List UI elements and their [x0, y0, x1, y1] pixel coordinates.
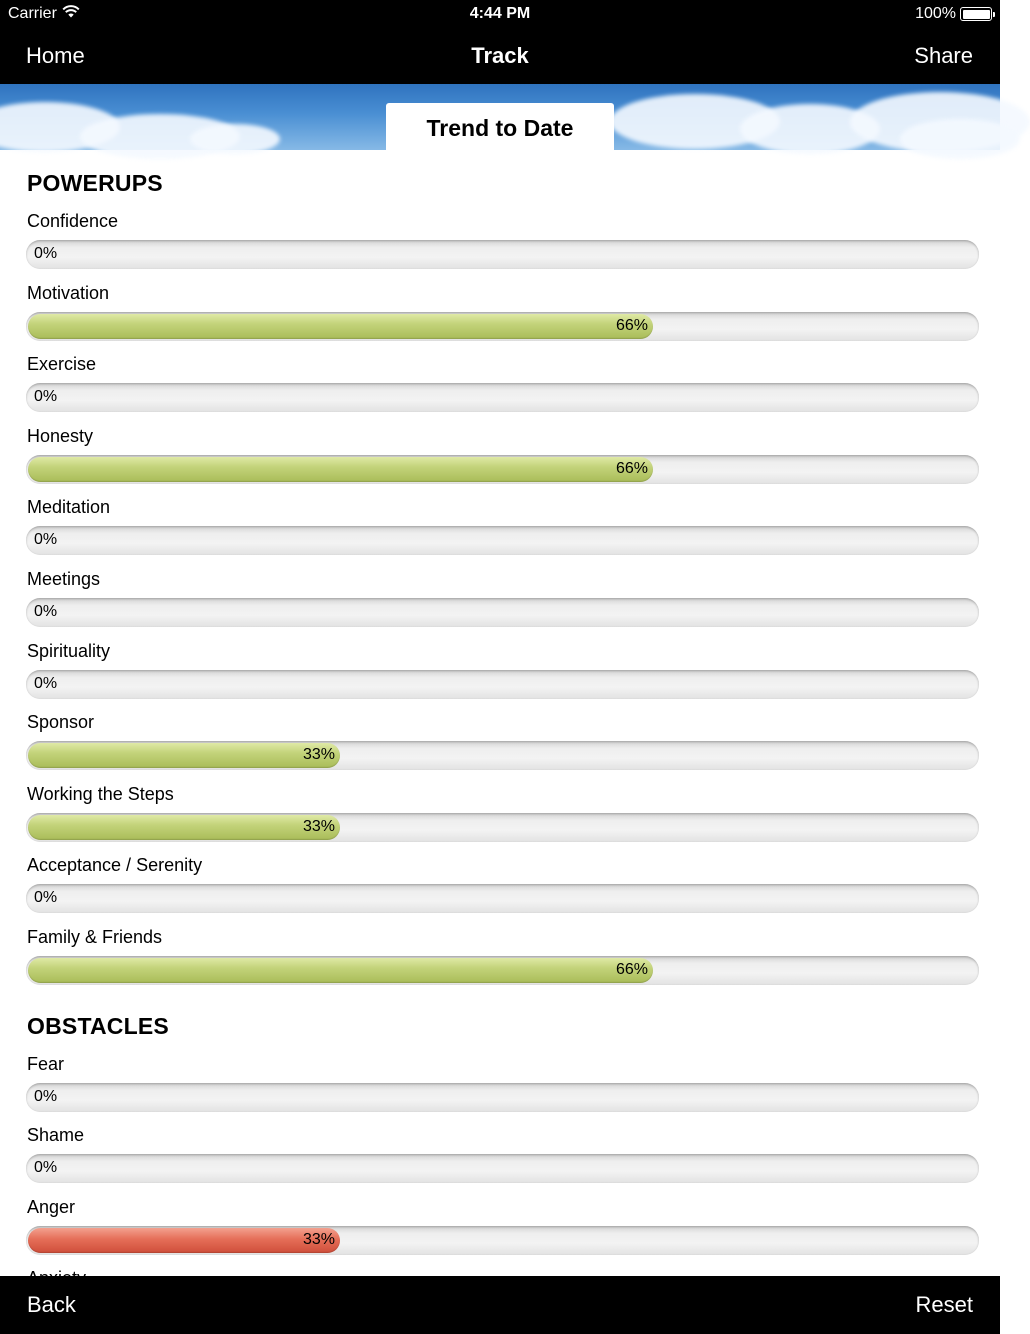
- progress-percent: 0%: [34, 674, 58, 692]
- carrier-indicator: [8, 5, 80, 23]
- progress-track: [26, 455, 979, 484]
- progress-percent: 66%: [615, 961, 648, 978]
- status-bar: [0, 0, 1000, 28]
- progress-percent: 0%: [34, 245, 58, 262]
- progress-percent: 33%: [302, 1230, 335, 1248]
- progress-fill: [28, 815, 340, 840]
- progress-fill: [28, 958, 653, 983]
- tab-trend-to-date[interactable]: Trend to Date: [386, 103, 614, 150]
- wifi-icon: [62, 5, 80, 23]
- navigation-bar: [0, 28, 1000, 84]
- progress-track: [26, 526, 979, 555]
- item-label: Shame: [27, 1125, 85, 1146]
- home-button[interactable]: Home: [26, 43, 85, 68]
- progress-track: [26, 598, 979, 627]
- progress-fill: [28, 1228, 340, 1253]
- section-title: POWERUPS: [27, 170, 163, 196]
- item-label: Fear: [27, 1053, 65, 1074]
- progress-track: [26, 813, 979, 842]
- progress-percent: 0%: [34, 531, 58, 549]
- item-label: Sponsor: [27, 712, 95, 733]
- section-title: OBSTACLES: [27, 1012, 169, 1039]
- progress-percent: 66%: [615, 459, 648, 477]
- progress-fill: [28, 743, 340, 768]
- battery-icon: [960, 7, 992, 21]
- battery-indicator: [915, 5, 992, 23]
- progress-percent: 33%: [302, 817, 335, 835]
- item-label: Acceptance / Serenity: [27, 855, 203, 876]
- item-label: Exercise: [27, 354, 97, 375]
- progress-track: [26, 884, 979, 913]
- progress-track: [26, 312, 979, 341]
- item-label: Motivation: [27, 282, 110, 303]
- item-label: Anger: [27, 1196, 76, 1217]
- page-title: Track: [471, 43, 529, 68]
- progress-track: [26, 240, 979, 269]
- share-button[interactable]: Share: [914, 43, 973, 68]
- progress-track: [26, 383, 979, 412]
- item-label: Meetings: [27, 569, 101, 589]
- item-label: Spirituality: [27, 640, 111, 661]
- progress-fill: [28, 457, 653, 482]
- clock: 4:44 PM: [469, 5, 531, 22]
- progress-fill: [28, 314, 653, 339]
- item-label: Honesty: [27, 425, 94, 446]
- progress-percent: 33%: [302, 746, 335, 764]
- bottom-toolbar: [0, 1276, 1000, 1334]
- progress-track: [26, 670, 979, 699]
- reset-button[interactable]: Reset: [915, 1292, 973, 1317]
- progress-percent: 0%: [34, 603, 58, 620]
- progress-track: [26, 1154, 979, 1183]
- progress-percent: 0%: [34, 388, 58, 406]
- item-label: Working the Steps: [27, 783, 174, 804]
- progress-track: [26, 956, 979, 985]
- item-label: Confidence: [27, 211, 119, 231]
- item-label: Family & Friends: [27, 927, 163, 947]
- carrier-label: Carrier: [8, 5, 57, 22]
- progress-track: [26, 1083, 979, 1112]
- battery-percent: 100%: [915, 5, 956, 22]
- progress-track: [26, 741, 979, 770]
- progress-percent: 0%: [34, 889, 58, 907]
- progress-percent: 0%: [34, 1087, 58, 1105]
- progress-track: [26, 1226, 979, 1255]
- progress-percent: 66%: [615, 316, 648, 334]
- item-label: Meditation: [27, 497, 111, 518]
- trend-list: [0, 150, 1000, 1276]
- back-button[interactable]: Back: [27, 1292, 76, 1317]
- progress-percent: 0%: [34, 1159, 58, 1177]
